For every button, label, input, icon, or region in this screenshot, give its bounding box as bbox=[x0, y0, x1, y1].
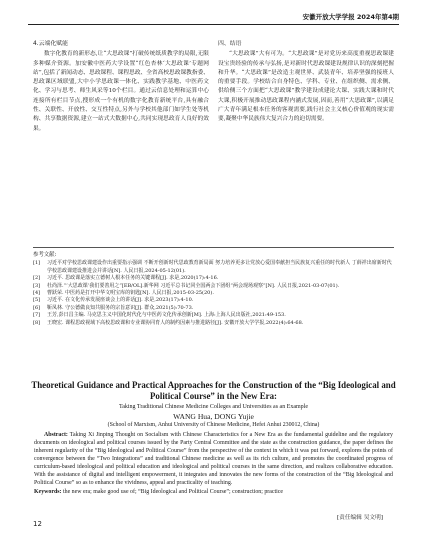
reference-number: [3] bbox=[33, 282, 41, 289]
right-column bbox=[218, 40, 394, 125]
reference-number: [4] bbox=[33, 290, 41, 297]
references-title: 参考文献: bbox=[33, 252, 57, 258]
reference-text: 王晓宏. 课程思政视域下高校思政课和专业课协同育人的制约因素与推进路径[J]. 安徽开放大学学报,2022(4):64-68. bbox=[47, 319, 304, 326]
english-keywords bbox=[28, 488, 399, 496]
left-body-paragraph: 数字化教育的新形态,让“大思政课”打破传统纸质教学的局限,无限多种媒介资源。加安徽中医药大学设置“红色杏林‘大思政课’专题网站”,包括了新闻动态、思政课程、课程思政、全省高校思政课教指委、思政课区域联盟,大中小学思政课一体化、实践教学基地、中医药文化、学习与思考、师生风采等10个栏目。通过云信息处理和运算中心连接所有栏目节点,搜形成一个有机的数字化教育新统平台,具有融合性、关联性、开放性、交互性特点,另外与学校其他部门如学生处等机构、共享数据资源,建立一站式大数据中心,共同实现思政育人良好的效果。 bbox=[33, 51, 209, 132]
reference-number: [2] bbox=[33, 275, 41, 282]
reference-text: 王芳,彭日昌主编. 马克思主义中国化时代化与中医药文化传承创新[M]. 上海:上海人民出版社,2021:49-153. bbox=[47, 312, 286, 319]
reference-number: [6] bbox=[33, 304, 41, 311]
reference-item bbox=[33, 320, 394, 327]
running-header: 安徽开放大学学报 2024年第4期 bbox=[28, 12, 399, 25]
reference-number: [5] bbox=[33, 297, 41, 304]
reference-list bbox=[33, 260, 394, 327]
page-number: 12 bbox=[33, 520, 42, 528]
reference-item bbox=[33, 260, 394, 275]
keywords-label: Keywords: bbox=[34, 489, 62, 495]
responsible-editor: [责任编辑 吴文明] bbox=[336, 515, 383, 521]
reference-item bbox=[33, 312, 394, 319]
reference-text: 习近平. 思政课是落实立德树人根本任务的关键课程[J]. 求是,2020(17):4-16. bbox=[47, 275, 219, 282]
reference-text: 杜尚泽.“‘大思政课’我们要善用之”[EB/OL].新华网 习近平总书记同全国两会下团组“两会现场观察”[N]. 人民日报,2021-03-07(01). bbox=[47, 282, 340, 289]
english-title: Theoretical Guidance and Practical Approaches for the Construction of the “Big Ideological and Political Course” in the New Era: bbox=[31, 380, 396, 401]
english-abstract bbox=[28, 431, 399, 487]
reference-text: 习近平对学校思政课建设作出重要指示强调 不断开创新时代思政教育新局面 努力培养更多让党放心爱国奉献担当民族复兴重任的时代新人 丁薛祥出席新时代学校思政课建设推进会并讲话[N]. 人民日报,2024-05-12(01). bbox=[47, 260, 392, 274]
reference-number: [1] bbox=[33, 260, 41, 267]
reference-text: 靳凤林. 守公德做良知共服务的宗旨意识[J]. 群众,2021(5):70-73. bbox=[47, 304, 194, 311]
references bbox=[33, 247, 394, 327]
abstract-label: Abstract: bbox=[44, 432, 68, 438]
reference-item bbox=[33, 283, 394, 290]
reference-text: 曹跃荣. 中医药是打开中华文明宝库的钥匙[N]. 人民日报,2015-03-25(20). bbox=[47, 290, 214, 297]
reference-text: 习近平. 在文化传承发展座谈会上的讲话[J]. 求是,2023(17):4-10. bbox=[47, 297, 194, 304]
reference-item bbox=[33, 297, 394, 304]
left-column bbox=[33, 40, 209, 134]
reference-number: [7] bbox=[33, 312, 41, 319]
reference-number: [8] bbox=[33, 319, 41, 326]
section-heading-cloud: 4.云端化赋能 bbox=[33, 41, 69, 47]
english-subtitle: Taking Traditional Chinese Medicine Colleges and Universities as an Example bbox=[118, 404, 309, 410]
abstract-text: Taking Xi Jinping Thought on Socialism with Chinese Characteristics for a New Era as the fundamental guideline and the regulatory documents on ideological and political courses issued by the Party Central Committee and the state as the construction guidance, the paper defines the inherent regularity of the “Big Ideological and Political Course” from the perspective of the context in which it was put forward, explores the points of convergence between the “Two Integrations” and traditional Chinese medicine as well as its rich culture, and promotes the coordinated progress of curriculum-based ideological and political education and ideological and political courses in the same direction, and realizes collaborative education. With the assistance of digital and intelligent empowerment, it integrates and innovates the new forms of the construction of the “Big Ideological and Political Course” so as to enhance the vividness, appeal and practicality of teaching. bbox=[34, 432, 393, 486]
keywords-text: the new era; make good use of; “Big Ideological and Political Course”; construction; practice bbox=[62, 489, 283, 495]
section-heading-conclusion: 四、结语 bbox=[218, 41, 242, 47]
conclusion-paragraph: “大思政课”大有可为。“大思政课”是对党历来高度重视思政课建设宝贵经验的传承与弘扬,是对新时代思政课建设规律认识的深刻把握和升华。“大思政课”是改造主观世界、武装青年、培养坚强的接班人的重要手段。学校结合自身特色、学科、专业、在组织侧、需求侧、供给侧三个方面把“大思政课”教学建设成建论大课、实践大课和时代大课,积极开展推动思政课程内涵式发展,因而,善用“大思政课”,以满足广大青年满足根本任务的客观需要,践行社会主义核心价值观的现实需要,凝聚中华民族伟大复兴合力的迫切需要。 bbox=[218, 51, 394, 123]
reference-item bbox=[33, 275, 394, 282]
english-affiliation: (School of Marxism, Anhui University of Chinese Medicine, Hefei Anhui 230012, China) bbox=[107, 422, 320, 428]
english-abstract-block bbox=[28, 380, 399, 496]
english-authors: WANG Hua, DONG Yujie bbox=[173, 412, 254, 421]
